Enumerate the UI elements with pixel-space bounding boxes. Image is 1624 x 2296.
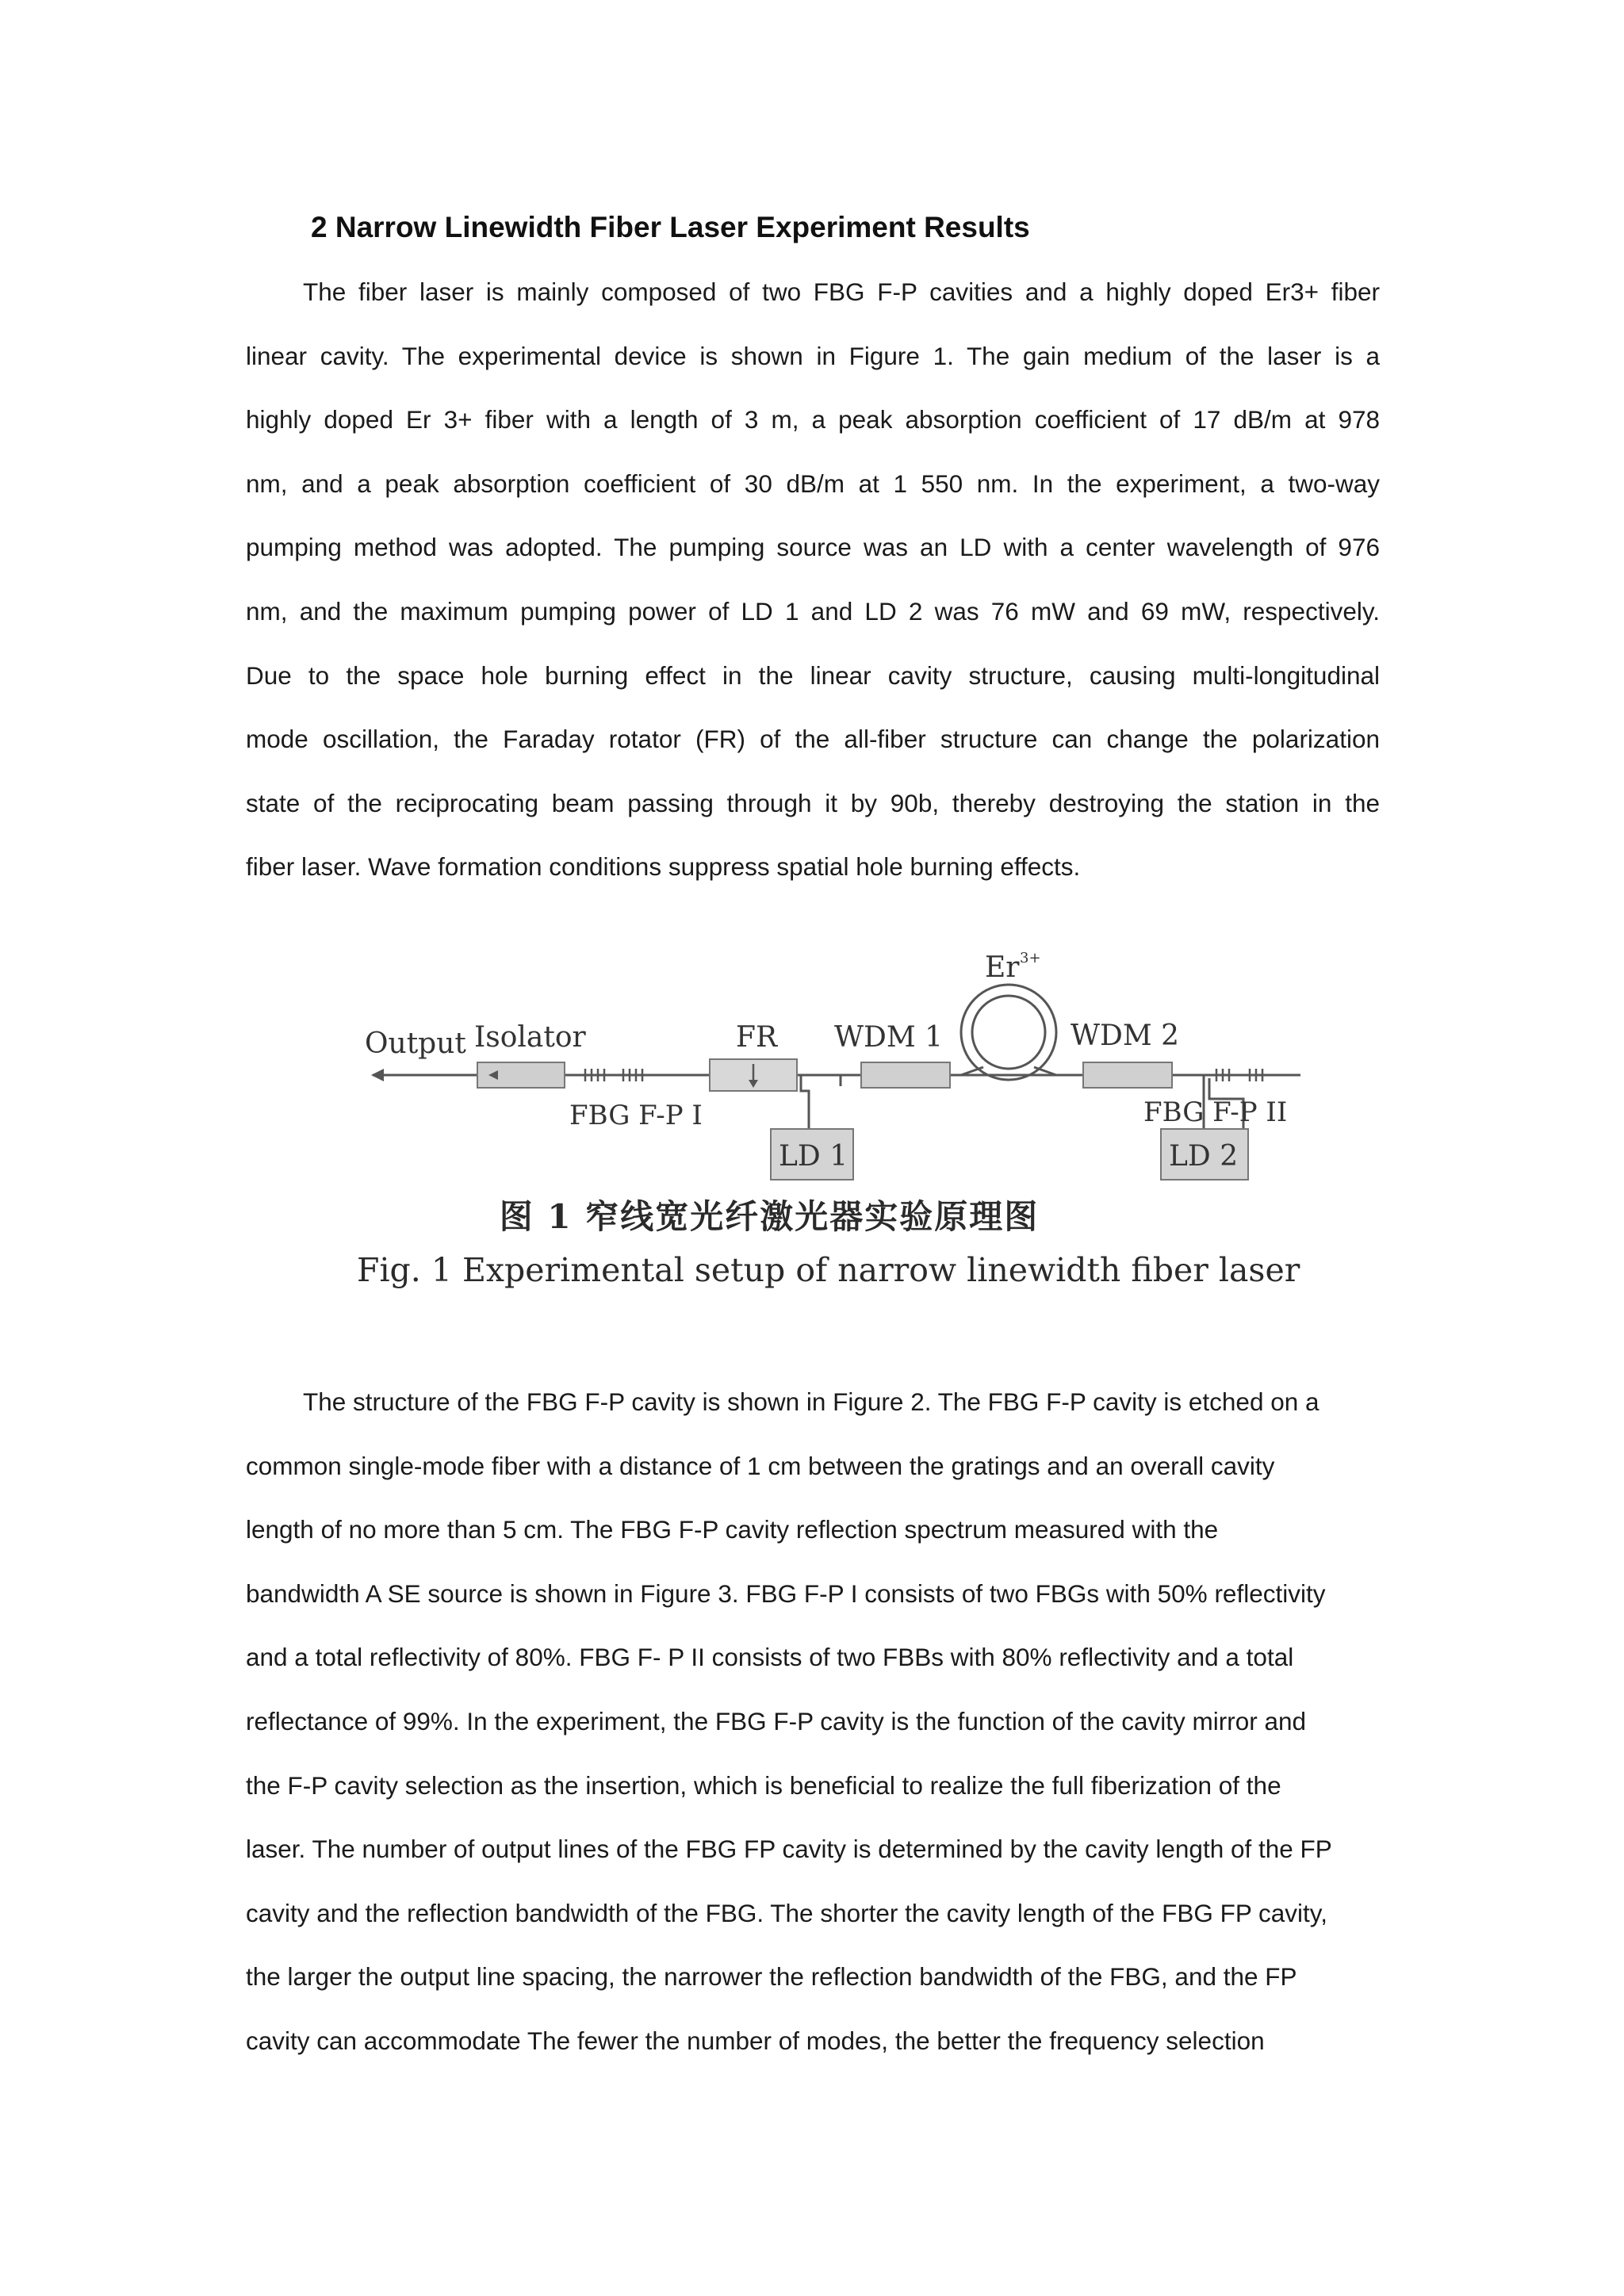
wdm1-label: WDM 1 — [834, 1021, 944, 1054]
fr-label: FR — [736, 1021, 778, 1054]
setup-diagram — [357, 928, 1308, 1197]
paragraph-line: state of the reciprocating beam passing through it by 90b, thereby destroying the station in the — [246, 788, 1380, 817]
wdm2-label: WDM 2 — [1071, 1020, 1180, 1052]
wdm2-box — [1083, 1062, 1172, 1088]
paragraph-line: mode oscillation, the Faraday rotator (FR) of the all-fiber structure can change the polarization — [246, 725, 1380, 754]
paragraph-line: reflectance of 99%. In the experiment, the FBG F-P cavity is the function of the cavity mirror and — [246, 1706, 1307, 1735]
paragraph-line: common single-mode fiber with a distance of 1 cm between the gratings and an overall cavity — [246, 1451, 1275, 1480]
paragraph-2 — [246, 1380, 1380, 2083]
figure-caption-cn: 图 1 窄线宽光纤激光器实验原理图 — [499, 1197, 1040, 1236]
paragraph-1 — [246, 270, 1380, 909]
paragraph-line: and a total reflectivity of 80%. FBG F- P II consists of two FBBs with 80% reflectivity and a total — [246, 1643, 1294, 1672]
ld2-label: LD 2 — [1169, 1140, 1239, 1173]
er-label: Er — [985, 951, 1020, 984]
paragraph-line: length of no more than 5 cm. The FBG F-P cavity reflection spectrum measured with the — [246, 1515, 1219, 1544]
paragraph-line: linear cavity. The experimental device is shown in Figure 1. The gain medium of the laser is a — [246, 341, 1380, 370]
paragraph-line: fiber laser. Wave formation conditions suppress spatial hole burning effects. — [246, 852, 1081, 882]
wdm1-box — [861, 1062, 950, 1088]
isolator-label: Isolator — [474, 1021, 586, 1054]
paragraph-line: Due to the space hole burning effect in the linear cavity structure, causing multi-longitudinal — [246, 660, 1380, 690]
ld1-label: LD 1 — [779, 1140, 848, 1173]
paragraph-line: cavity can accommodate The fewer the number of modes, the better the frequency selection — [246, 2026, 1265, 2055]
output-label: Output — [365, 1027, 466, 1060]
paragraph-line: nm, and the maximum pumping power of LD 1 and LD 2 was 76 mW and 69 mW, respectively. — [246, 596, 1380, 626]
section-title: 2 Narrow Linewidth Fiber Laser Experiment Results — [311, 211, 1030, 243]
paragraph-line: laser. The number of output lines of the FBG FP cavity is determined by the cavity length of the FP — [246, 1835, 1332, 1864]
figure-caption-en: Fig. 1 Experimental setup of narrow linewidth fiber laser — [357, 1251, 1300, 1289]
paragraph-line: The structure of the FBG F-P cavity is shown in Figure 2. The FBG F-P cavity is etched on a — [303, 1387, 1320, 1416]
paragraph-line: the larger the output line spacing, the narrower the reflection bandwidth of the FBG, and the FP — [246, 1962, 1297, 1992]
output-arrow-icon — [371, 1069, 384, 1081]
ld1-connection — [801, 1075, 809, 1129]
paragraph-line: bandwidth A SE source is shown in Figure 3. FBG F-P I consists of two FBGs with 50% reflectivity — [246, 1578, 1326, 1608]
paragraph-line: nm, and a peak absorption coefficient of 30 dB/m at 1 550 nm. In the experiment, a two-way — [246, 469, 1380, 498]
er-fiber-loop-outer — [961, 985, 1056, 1080]
paragraph-line: highly doped Er 3+ fiber with a length of 3 m, a peak absorption coefficient of 17 dB/m at 978 — [246, 405, 1380, 434]
er-superscript: 3+ — [1020, 950, 1041, 966]
fbg2-label: FBG F-P II — [1143, 1096, 1288, 1128]
fbg1-label: FBG F-P I — [569, 1100, 703, 1131]
paragraph-line: cavity and the reflection bandwidth of the FBG. The shorter the cavity length of the FBG FP cavity, — [246, 1898, 1327, 1927]
paragraph-line: the F-P cavity selection as the insertion, which is beneficial to realize the full fiberization of the — [246, 1770, 1281, 1800]
figure-1 — [357, 928, 1308, 1324]
paragraph-line: The fiber laser is mainly composed of two FBG F-P cavities and a highly doped Er3+ fiber — [303, 277, 1380, 306]
er-fiber-loop-inner — [972, 996, 1045, 1069]
paragraph-line: pumping method was adopted. The pumping source was an LD with a center wavelength of 976 — [246, 533, 1380, 562]
